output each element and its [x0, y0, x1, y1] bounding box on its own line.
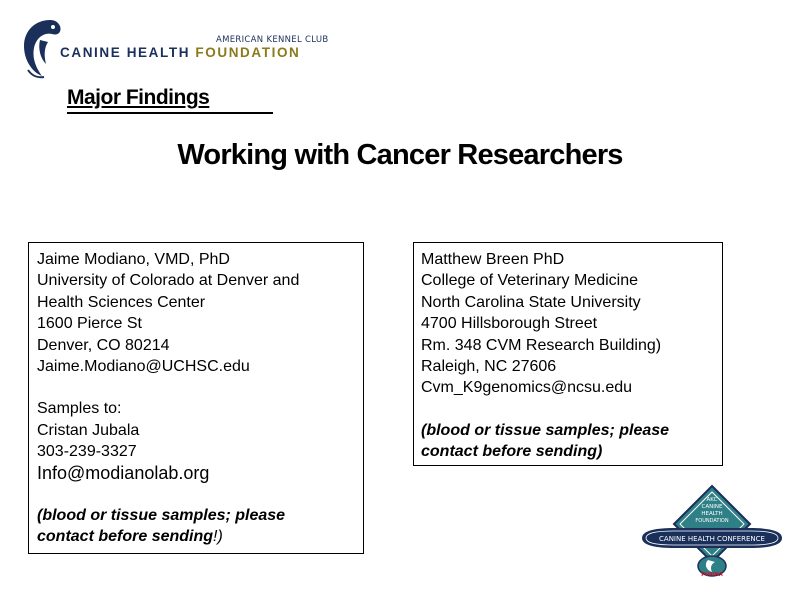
conference-badge	[638, 484, 786, 584]
sample-note-line1	[37, 505, 363, 526]
section-heading-text: Major Findings	[67, 86, 210, 109]
samples-email: Info@modianolab.org	[37, 462, 210, 483]
contact-line: North Carolina State University	[421, 293, 641, 311]
foundation-name	[60, 45, 300, 60]
badge-text: FOUNDATION	[695, 518, 729, 524]
note-text: contact before sending	[37, 528, 214, 546]
contact-email: Jaime.Modiano@UCHSC.edu	[37, 358, 250, 376]
samples-line: 303-239-3327	[37, 443, 137, 461]
note-open-paren: (	[37, 507, 43, 525]
sponsor-text: PURINA	[701, 572, 723, 578]
contact-line: 4700 Hillsborough Street	[421, 315, 598, 333]
contact-line: University of Colorado at Denver and	[37, 272, 300, 290]
chf-logo	[20, 14, 329, 80]
contact-line: Health Sciences Center	[37, 293, 206, 311]
foundation-name-part1: CANINE HEALTH	[60, 45, 191, 60]
spacer	[37, 484, 363, 505]
spacer	[37, 377, 363, 398]
samples-line: Cristan Jubala	[37, 421, 140, 439]
note-close: !)	[213, 528, 223, 546]
foundation-name-part2: FOUNDATION	[195, 45, 301, 60]
badge-banner-text: CANINE HEALTH CONFERENCE	[659, 535, 765, 543]
contact-box-modiano	[28, 242, 364, 554]
contact-email: Cvm_K9genomics@ncsu.edu	[421, 379, 633, 397]
spacer	[421, 399, 722, 420]
contact-line: Rm. 348 CVM Research Building)	[421, 336, 662, 354]
contact-line: College of Veterinary Medicine	[421, 272, 639, 290]
contact-line: Jaime Modiano, VMD, PhD	[37, 251, 230, 268]
contact-line: Raleigh, NC 27606	[421, 358, 557, 376]
badge-text: HEALTH	[701, 511, 723, 517]
kennel-club-text: AMERICAN KENNEL CLUB	[216, 35, 329, 45]
section-heading	[67, 86, 273, 114]
samples-line: Samples to:	[37, 400, 122, 418]
contact-box-breen	[413, 242, 723, 466]
contact-line: Denver, CO 80214	[37, 336, 170, 354]
badge-text: AKC	[706, 497, 718, 503]
contact-line: Matthew Breen PhD	[421, 251, 565, 268]
badge-text: CANINE	[701, 504, 723, 510]
contact-line: 1600 Pierce St	[37, 315, 142, 333]
page-title: Working with Cancer Researchers	[177, 139, 623, 171]
sample-note-line2: contact before sending)	[421, 443, 603, 461]
note-text: blood or tissue samples; please	[42, 507, 286, 525]
sample-note-line2	[37, 526, 363, 547]
sample-note-line1: (blood or tissue samples; please	[421, 421, 670, 439]
